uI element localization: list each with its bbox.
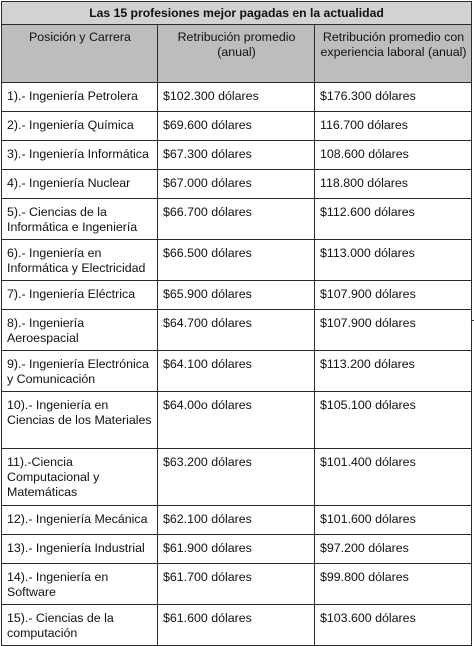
table-header-row [2, 25, 472, 83]
table-row [2, 170, 472, 199]
average-salary-cell: $65.900 dólares [158, 281, 315, 310]
average-salary-cell: $61.600 dólares [158, 605, 315, 646]
table-row [2, 199, 472, 240]
experienced-salary-cell: $113.000 dólares [315, 240, 472, 281]
experienced-salary-cell: $105.100 dólares [315, 392, 472, 449]
career-cell: 1).- Ingeniería Petrolera [2, 83, 158, 112]
experienced-salary-cell: $97.200 dólares [315, 535, 472, 564]
career-cell: 14).- Ingeniería en Software [2, 564, 158, 605]
table-row [2, 605, 472, 646]
career-cell: 12).- Ingeniería Mecánica [2, 506, 158, 535]
header-experienced-salary: Retribución promedio con experiencia laboral (anual) [315, 25, 472, 83]
table-row [2, 351, 472, 392]
career-cell: 8).- Ingeniería Aeroespacial [2, 310, 158, 351]
experienced-salary-cell: $101.400 dólares [315, 449, 472, 506]
experienced-salary-cell: 108.600 dólares [315, 141, 472, 170]
average-salary-cell: $67.000 dólares [158, 170, 315, 199]
career-cell: 10).- Ingeniería en Ciencias de los Materiales [2, 392, 158, 449]
career-cell: 4).- Ingeniería Nuclear [2, 170, 158, 199]
table-row [2, 392, 472, 449]
average-salary-cell: $64.100 dólares [158, 351, 315, 392]
career-cell: 5).- Ciencias de la Informática e Ingeniería [2, 199, 158, 240]
career-cell: 3).- Ingeniería Informática [2, 141, 158, 170]
experienced-salary-cell: $112.600 dólares [315, 199, 472, 240]
header-career: Posición y Carrera [2, 25, 158, 83]
table-row [2, 240, 472, 281]
average-salary-cell: $63.200 dólares [158, 449, 315, 506]
average-salary-cell: $69.600 dólares [158, 112, 315, 141]
career-cell: 6).- Ingeniería en Informática y Electricidad [2, 240, 158, 281]
experienced-salary-cell: $107.900 dólares [315, 310, 472, 351]
table-row [2, 310, 472, 351]
average-salary-cell: $64.700 dólares [158, 310, 315, 351]
experienced-salary-cell: $107.900 dólares [315, 281, 472, 310]
table-row [2, 112, 472, 141]
table-row [2, 506, 472, 535]
experienced-salary-cell: $113.200 dólares [315, 351, 472, 392]
average-salary-cell: $61.900 dólares [158, 535, 315, 564]
experienced-salary-cell: $101.600 dólares [315, 506, 472, 535]
table-title-row [2, 2, 472, 25]
average-salary-cell: $102.300 dólares [158, 83, 315, 112]
table-row [2, 564, 472, 605]
experienced-salary-cell: 118.800 dólares [315, 170, 472, 199]
career-cell: 2).- Ingeniería Química [2, 112, 158, 141]
experienced-salary-cell: $99.800 dólares [315, 564, 472, 605]
table-row [2, 535, 472, 564]
average-salary-cell: $61.700 dólares [158, 564, 315, 605]
table-row [2, 141, 472, 170]
average-salary-cell: $66.500 dólares [158, 240, 315, 281]
salary-table [1, 1, 472, 646]
average-salary-cell: $67.300 dólares [158, 141, 315, 170]
career-cell: 11).-Ciencia Computacional y Matemáticas [2, 449, 158, 506]
career-cell: 9).- Ingeniería Electrónica y Comunicación [2, 351, 158, 392]
table-row [2, 281, 472, 310]
experienced-salary-cell: 116.700 dólares [315, 112, 472, 141]
table-title: Las 15 profesiones mejor pagadas en la actualidad [2, 2, 472, 25]
career-cell: 7).- Ingeniería Eléctrica [2, 281, 158, 310]
average-salary-cell: $66.700 dólares [158, 199, 315, 240]
average-salary-cell: $62.100 dólares [158, 506, 315, 535]
career-cell: 13).- Ingeniería Industrial [2, 535, 158, 564]
career-cell: 15).- Ciencias de la computación [2, 605, 158, 646]
salary-table-container [1, 1, 471, 646]
average-salary-cell: $64.00o dólares [158, 392, 315, 449]
experienced-salary-cell: $103.600 dólares [315, 605, 472, 646]
table-row [2, 83, 472, 112]
table-row [2, 449, 472, 506]
experienced-salary-cell: $176.300 dólares [315, 83, 472, 112]
header-average-salary: Retribución promedio (anual) [158, 25, 315, 83]
